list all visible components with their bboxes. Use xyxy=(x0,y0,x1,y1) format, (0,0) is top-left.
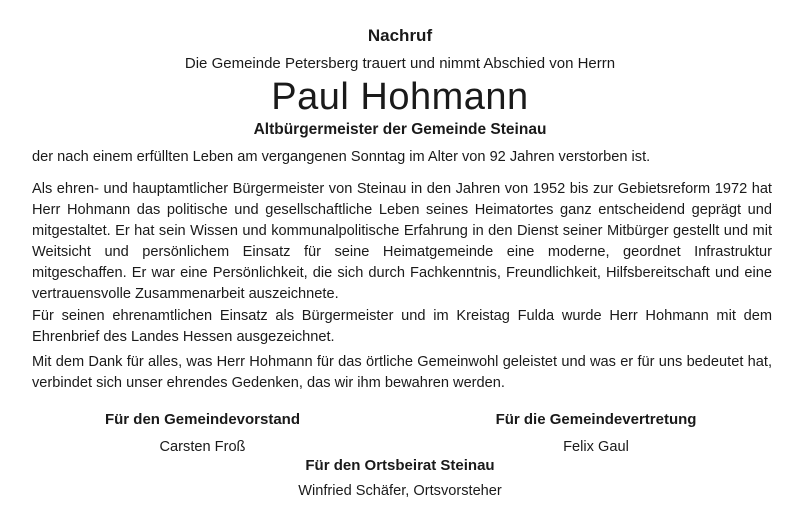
notice-title: Nachruf xyxy=(367,26,433,45)
signature-person: Winfried Schäfer, Ortsvorsteher xyxy=(298,483,502,499)
paragraph-1: der nach einem erfüllten Leben am vergangenen Sonntag im Alter von 92 Jahren verstorben ist. xyxy=(32,149,651,165)
signature-ortsbeirat xyxy=(250,457,550,499)
notice-intro: Die Gemeinde Petersberg trauert und nimmt Abschied von Herrn xyxy=(184,55,616,72)
paragraph-3: Für seinen ehrenamtlichen Einsatz als Bürgermeister und im Kreistag Fulda wurde Herr Hohmann mit dem Ehrenbrief des Landes Hessen ausgezeichnet. xyxy=(32,308,772,345)
signature-label: Für den Gemeindevorstand xyxy=(104,411,301,428)
paragraph-2: Als ehren- und hauptamtlicher Bürgermeister von Steinau in den Jahren von 1952 bis zur Gebietsreform 1972 hat Herr Hohmann das politische und gesellschaftliche Leben seines Heimatortes ganz entscheidend geprägt und mitgestaltet. Er hat sein Wissen und kommunalpolitische Erfahrung in den Dienst seiner Mitbürger gestellt und mit Weitsicht und persönlichem Einsatz für seine Heimatgemeinde eine moderne, geordnet Infrastruktur mitgeschaffen. Er war eine Persönlichkeit, die sich durch Fachkenntnis, Freundlichkeit, Hilfsbereitschaft und eine vertrauensvolle Zusammenarbeit auszeichnete. xyxy=(32,181,772,302)
signature-gemeindevertretung xyxy=(476,411,716,455)
paragraph-4: Mit dem Dank für alles, was Herr Hohmann für das örtliche Gemeinwohl geleistet und was er für uns bedeutet hat, verbindet sich unser ehrendes Gedenken, das wir ihm bewahren werden. xyxy=(32,354,772,391)
signature-person: Felix Gaul xyxy=(563,439,629,455)
signature-label: Für den Ortsbeirat Steinau xyxy=(305,457,495,474)
deceased-role: Altbürgermeister der Gemeinde Steinau xyxy=(253,121,547,138)
signature-person: Carsten Froß xyxy=(159,439,246,455)
signature-gemeindevorstand xyxy=(95,411,310,455)
deceased-name: Paul Hohmann xyxy=(271,76,529,118)
signature-label: Für die Gemeindevertretung xyxy=(495,411,697,428)
